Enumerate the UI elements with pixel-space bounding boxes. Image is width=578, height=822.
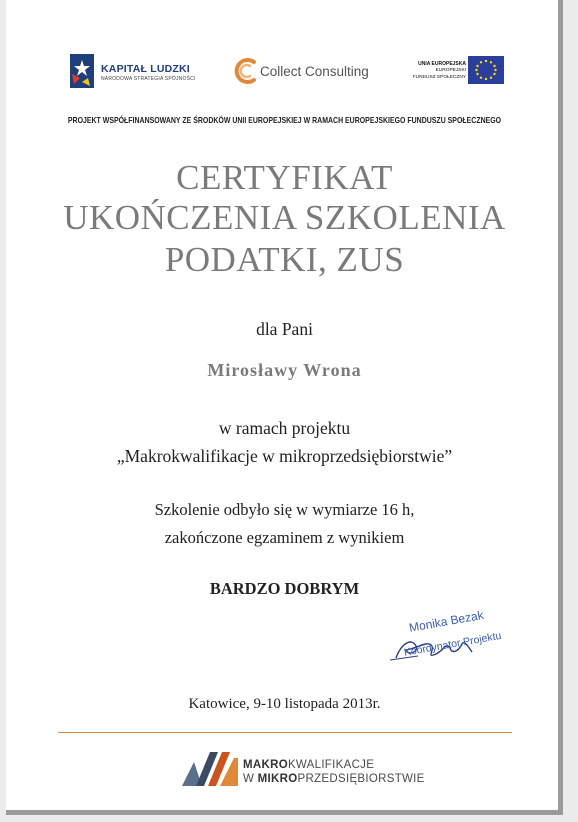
eu-label-line3: FUNDUSZ SPOŁECZNY bbox=[412, 75, 466, 80]
certificate-page bbox=[6, 0, 563, 815]
certificate-title: CERTYFIKAT bbox=[176, 158, 393, 197]
training-topic: PODATKI, ZUS bbox=[164, 240, 405, 279]
footer-brand-line2: W MIKROPRZEDSIĘBIORSTWIE bbox=[243, 773, 425, 785]
signature-role: Koordynator Projektu bbox=[403, 629, 503, 659]
eu-label-line1: UNIA EUROPEJSKA bbox=[418, 61, 466, 67]
collect-consulting-name: Collect Consulting bbox=[260, 64, 369, 79]
eu-flag-icon bbox=[468, 56, 504, 84]
footer-brand-line1: MAKROKWALIFIKACJE bbox=[243, 759, 375, 771]
kapital-ludzki-title: KAPITAŁ LUDZKI bbox=[101, 63, 190, 75]
funding-note: PROJEKT WSPÓŁFINANSOWANY ZE ŚRODKÓW UNII EUROPEJSKIEJ W RAMACH EUROPEJSKIEGO FUNDUSZU SPOŁECZNEGO bbox=[67, 115, 502, 125]
eu-label-line2: EUROPEJSKI bbox=[435, 68, 466, 73]
exam-note: zakończone egzaminem z wynikiem bbox=[164, 528, 405, 547]
project-intro: w ramach projektu bbox=[218, 418, 351, 438]
collect-consulting-logo-icon bbox=[232, 56, 260, 86]
footer-divider bbox=[58, 732, 512, 733]
kapital-ludzki-subtitle: NARODOWA STRATEGIA SPÓJNOŚCI bbox=[101, 76, 196, 82]
recipient-name: Mirosławy Wrona bbox=[207, 360, 362, 380]
exam-grade: BARDZO DOBRYM bbox=[209, 579, 360, 598]
project-name: „Makrokwalifikacje w mikroprzedsiębiorstwie” bbox=[116, 446, 453, 466]
signature-name: Monika Bezak bbox=[408, 607, 485, 635]
place-date: Katowice, 9-10 listopada 2013r. bbox=[188, 696, 381, 712]
recipient-prefix: dla Pani bbox=[256, 319, 313, 339]
certificate-subtitle: UKOŃCZENIA SZKOLENIA bbox=[63, 198, 506, 237]
training-hours: Szkolenie odbyło się w wymiarze 16 h, bbox=[154, 500, 415, 519]
makrokwalifikacje-logo-icon bbox=[182, 748, 240, 788]
kapital-ludzki-logo-icon bbox=[68, 52, 98, 92]
